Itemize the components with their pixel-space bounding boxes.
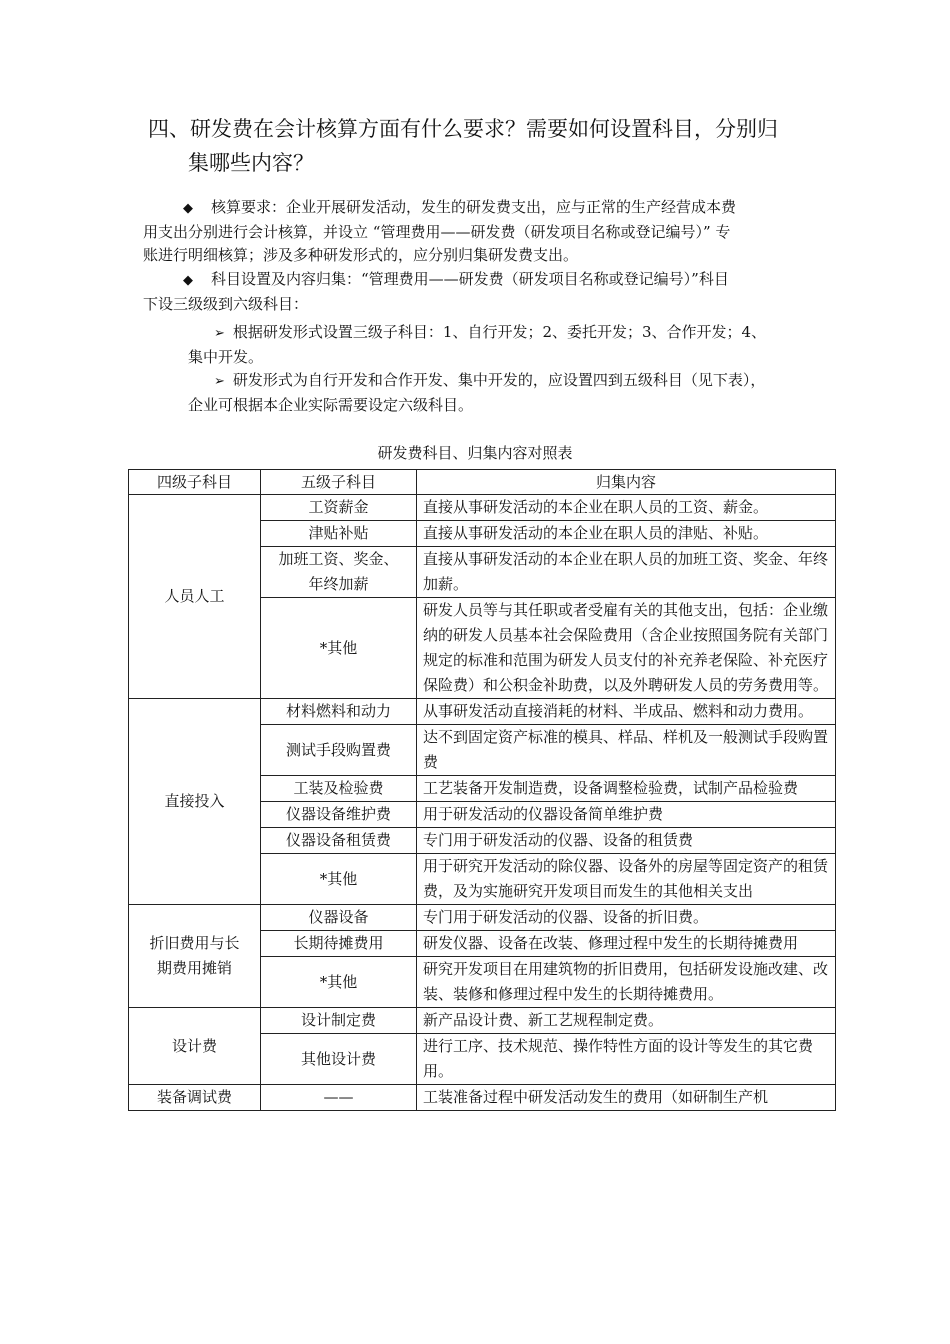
- sub-account: ——: [261, 1085, 417, 1111]
- group-equipment-debug: 装备调试费: [129, 1085, 261, 1111]
- table-row: [129, 495, 836, 521]
- sub-account: 设计制定费: [261, 1008, 417, 1034]
- table-row: [129, 905, 836, 931]
- group-depreciation: [129, 905, 261, 1008]
- rd-expense-table: [128, 469, 836, 1111]
- group-personnel: 人员人工: [129, 495, 261, 699]
- content-cell: 工装准备过程中研发活动发生的费用（如研制生产机: [417, 1085, 836, 1111]
- table-caption: 研发费科目、归集内容对照表: [377, 444, 573, 462]
- content-cell: 工艺装备开发制造费，设备调整检验费，试制产品检验费: [417, 776, 836, 802]
- text-line: 用支出分别进行会计核算，并设立 “管理费用——研发费（研发项目名称或登记编号）” 专: [143, 222, 731, 241]
- text-line: 根据研发形式设置三级子科目：1、自行开发；2、委托开发；3、合作开发；4、: [232, 323, 767, 341]
- content-cell: 专门用于研发活动的仪器、设备的租赁费: [417, 828, 836, 854]
- group-line: 期费用摊销: [156, 959, 232, 977]
- group-line: 折旧费用与长: [149, 934, 240, 952]
- text-line: 企业可根据本企业实际需要设定六级科目。: [188, 395, 474, 414]
- text-line: 集中开发。: [188, 347, 264, 366]
- content-cell: 新产品设计费、新工艺规程制定费。: [417, 1008, 836, 1034]
- content-cell: 达不到固定资产标准的模具、样品、样机及一般测试手段购置费: [417, 725, 836, 776]
- sub-account: 长期待摊费用: [261, 931, 417, 957]
- header-level4: 四级子科目: [129, 470, 261, 495]
- text-line: 科目设置及内容归集：“管理费用——研发费（研发项目名称或登记编号）”科目: [211, 270, 729, 288]
- text-line: 下设三级级到六级科目：: [143, 294, 309, 313]
- header-level5: 五级子科目: [261, 470, 417, 495]
- content-cell: 专门用于研发活动的仪器、设备的折旧费。: [417, 905, 836, 931]
- content-cell: 从事研发活动直接消耗的材料、半成品、燃料和动力费用。: [417, 699, 836, 725]
- sub-account: *其他: [261, 598, 417, 699]
- table-row: [129, 699, 836, 725]
- sub-account-line: 年终加薪: [308, 575, 369, 593]
- sub-account: *其他: [261, 854, 417, 905]
- sub-account: 工装及检验费: [261, 776, 417, 802]
- content-cell: 用于研究开发活动的除仪器、设备外的房屋等固定资产的租赁费，及为实施研究开发项目而发生的其他相关支出: [417, 854, 836, 905]
- group-design: 设计费: [129, 1008, 261, 1085]
- heading-line-2: 集哪些内容？: [188, 151, 314, 175]
- sub-account: 仪器设备租赁费: [261, 828, 417, 854]
- header-content: 归集内容: [417, 470, 836, 495]
- table-row: [129, 1085, 836, 1111]
- sub-account: 其他设计费: [261, 1034, 417, 1085]
- content-cell: 直接从事研发活动的本企业在职人员的加班工资、奖金、年终加薪。: [417, 547, 836, 598]
- content-cell: 直接从事研发活动的本企业在职人员的津贴、补贴。: [417, 521, 836, 547]
- sub-account: 测试手段购置费: [261, 725, 417, 776]
- table-header-row: [129, 470, 836, 495]
- group-direct-input: 直接投入: [129, 699, 261, 905]
- sub-account: 仪器设备: [261, 905, 417, 931]
- text-line: 账进行明细核算；涉及多种研发形式的，应分别归集研发费支出。: [143, 246, 579, 264]
- text-line: 研发形式为自行开发和合作开发、集中开发的，应设置四到五级科目（见下表），: [232, 371, 766, 389]
- sub-account: 材料燃料和动力: [261, 699, 417, 725]
- content-cell: 研发仪器、设备在改装、修理过程中发生的长期待摊费用: [417, 931, 836, 957]
- content-cell: 研究开发项目在用建筑物的折旧费用，包括研发设施改建、改装、装修和修理过程中发生的长期待摊费用。: [417, 957, 836, 1008]
- content-cell: 用于研发活动的仪器设备简单维护费: [417, 802, 836, 828]
- arrow-bullet-icon: ➢: [214, 374, 225, 389]
- sub-account-line: 加班工资、奖金、: [278, 550, 399, 568]
- sub-account: 仪器设备维护费: [261, 802, 417, 828]
- content-cell: 进行工序、技术规范、操作特性方面的设计等发生的其它费用。: [417, 1034, 836, 1085]
- sub-account: *其他: [261, 957, 417, 1008]
- content-cell: 直接从事研发活动的本企业在职人员的工资、薪金。: [417, 495, 836, 521]
- sub-account: [261, 547, 417, 598]
- sub-account: 工资薪金: [261, 495, 417, 521]
- diamond-bullet-icon: ◆: [183, 201, 193, 216]
- text-line: 核算要求：企业开展研发活动，发生的研发费支出，应与正常的生产经营成本费: [211, 198, 737, 216]
- heading-line-1: 四、研发费在会计核算方面有什么要求？需要如何设置科目，分别归: [148, 117, 778, 141]
- sub-account: 津贴补贴: [261, 521, 417, 547]
- diamond-bullet-icon: ◆: [183, 273, 193, 288]
- table-row: [129, 1008, 836, 1034]
- arrow-bullet-icon: ➢: [214, 326, 225, 341]
- content-cell: 研发人员等与其任职或者受雇有关的其他支出，包括：企业缴纳的研发人员基本社会保险费用（含企业按照国务院有关部门规定的标准和范围为研发人员支付的补充养老保险、补充医疗保险费）和公积金补助费，以及外聘研发人员的劳务费用等。: [417, 598, 836, 699]
